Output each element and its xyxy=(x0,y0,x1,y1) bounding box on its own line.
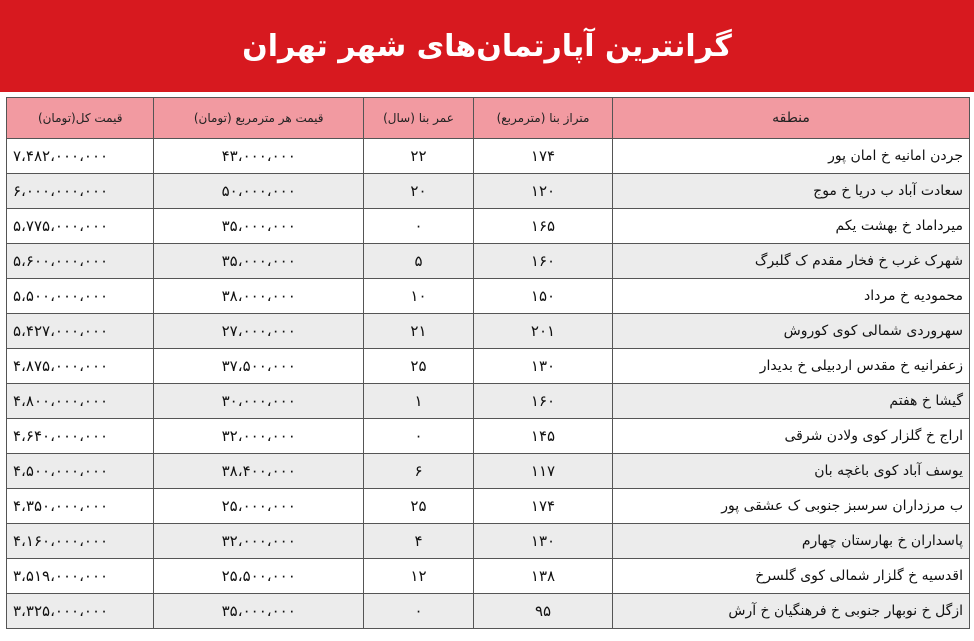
table-row xyxy=(7,559,970,594)
cell-area: ۱۳۰ xyxy=(473,349,612,384)
header-row xyxy=(7,98,970,139)
cell-age: ۴ xyxy=(364,524,474,559)
table-row xyxy=(7,209,970,244)
cell-age: ۱ xyxy=(364,384,474,419)
table-row xyxy=(7,244,970,279)
cell-total-price: ۵،۵۰۰،۰۰۰،۰۰۰ xyxy=(7,279,154,314)
cell-region: محمودیه خ مرداد xyxy=(613,279,970,314)
cell-total-price: ۵،۷۷۵،۰۰۰،۰۰۰ xyxy=(7,209,154,244)
header-age: عمر بنا (سال) xyxy=(364,98,474,139)
header-total-price: قیمت کل(تومان) xyxy=(7,98,154,139)
cell-age: ۲۵ xyxy=(364,349,474,384)
cell-region: پاسداران خ بهارستان چهارم xyxy=(613,524,970,559)
cell-age: ۰ xyxy=(364,419,474,454)
cell-price-per-m2: ۳۰،۰۰۰،۰۰۰ xyxy=(154,384,364,419)
cell-age: ۶ xyxy=(364,454,474,489)
cell-area: ۱۲۰ xyxy=(473,174,612,209)
cell-total-price: ۴،۶۴۰،۰۰۰،۰۰۰ xyxy=(7,419,154,454)
cell-price-per-m2: ۳۵،۰۰۰،۰۰۰ xyxy=(154,209,364,244)
table-row xyxy=(7,139,970,174)
cell-age: ۰ xyxy=(364,209,474,244)
cell-region: سهروردی شمالی کوی کوروش xyxy=(613,314,970,349)
cell-price-per-m2: ۳۲،۰۰۰،۰۰۰ xyxy=(154,524,364,559)
header-region: منطقه xyxy=(613,98,970,139)
cell-total-price: ۴،۳۵۰،۰۰۰،۰۰۰ xyxy=(7,489,154,524)
cell-region: میرداماد خ بهشت یکم xyxy=(613,209,970,244)
table-row xyxy=(7,349,970,384)
cell-area: ۱۶۵ xyxy=(473,209,612,244)
cell-area: ۱۳۸ xyxy=(473,559,612,594)
cell-area: ۱۷۴ xyxy=(473,139,612,174)
table-row xyxy=(7,384,970,419)
cell-price-per-m2: ۳۵،۰۰۰،۰۰۰ xyxy=(154,594,364,629)
cell-area: ۱۳۰ xyxy=(473,524,612,559)
page-title: گرانترین آپارتمان‌های شهر تهران xyxy=(242,28,732,64)
cell-price-per-m2: ۳۵،۰۰۰،۰۰۰ xyxy=(154,244,364,279)
cell-total-price: ۵،۶۰۰،۰۰۰،۰۰۰ xyxy=(7,244,154,279)
table-row xyxy=(7,419,970,454)
cell-price-per-m2: ۳۸،۰۰۰،۰۰۰ xyxy=(154,279,364,314)
cell-age: ۱۲ xyxy=(364,559,474,594)
cell-total-price: ۴،۱۶۰،۰۰۰،۰۰۰ xyxy=(7,524,154,559)
cell-area: ۱۵۰ xyxy=(473,279,612,314)
cell-region: گیشا خ هفتم xyxy=(613,384,970,419)
table-header xyxy=(7,98,970,139)
cell-total-price: ۳،۳۲۵،۰۰۰،۰۰۰ xyxy=(7,594,154,629)
cell-age: ۵ xyxy=(364,244,474,279)
cell-region: اراج خ گلزار کوی ولادن شرقی xyxy=(613,419,970,454)
cell-age: ۱۰ xyxy=(364,279,474,314)
cell-price-per-m2: ۲۷،۰۰۰،۰۰۰ xyxy=(154,314,364,349)
cell-price-per-m2: ۲۵،۵۰۰،۰۰۰ xyxy=(154,559,364,594)
cell-age: ۲۲ xyxy=(364,139,474,174)
cell-age: ۰ xyxy=(364,594,474,629)
cell-price-per-m2: ۵۰،۰۰۰،۰۰۰ xyxy=(154,174,364,209)
cell-region: ب مرزداران سرسبز جنوبی ک عشقی پور xyxy=(613,489,970,524)
cell-area: ۱۱۷ xyxy=(473,454,612,489)
table-row xyxy=(7,174,970,209)
cell-total-price: ۴،۸۰۰،۰۰۰،۰۰۰ xyxy=(7,384,154,419)
cell-age: ۲۵ xyxy=(364,489,474,524)
cell-total-price: ۴،۵۰۰،۰۰۰،۰۰۰ xyxy=(7,454,154,489)
cell-region: جردن امانیه خ امان پور xyxy=(613,139,970,174)
cell-price-per-m2: ۴۳،۰۰۰،۰۰۰ xyxy=(154,139,364,174)
cell-age: ۲۰ xyxy=(364,174,474,209)
cell-total-price: ۳،۵۱۹،۰۰۰،۰۰۰ xyxy=(7,559,154,594)
table-row xyxy=(7,279,970,314)
header-price-per-m2: قیمت هر مترمربع (تومان) xyxy=(154,98,364,139)
table-row xyxy=(7,524,970,559)
cell-area: ۱۶۰ xyxy=(473,384,612,419)
title-bar xyxy=(0,0,974,92)
cell-area: ۱۴۵ xyxy=(473,419,612,454)
table-row xyxy=(7,454,970,489)
cell-age: ۲۱ xyxy=(364,314,474,349)
cell-total-price: ۶،۰۰۰،۰۰۰،۰۰۰ xyxy=(7,174,154,209)
cell-price-per-m2: ۳۸،۴۰۰،۰۰۰ xyxy=(154,454,364,489)
cell-area: ۱۷۴ xyxy=(473,489,612,524)
cell-total-price: ۵،۴۲۷،۰۰۰،۰۰۰ xyxy=(7,314,154,349)
cell-area: ۲۰۱ xyxy=(473,314,612,349)
cell-area: ۱۶۰ xyxy=(473,244,612,279)
cell-region: زعفرانیه خ مقدس اردبیلی خ بدیدار xyxy=(613,349,970,384)
cell-area: ۹۵ xyxy=(473,594,612,629)
cell-price-per-m2: ۲۵،۰۰۰،۰۰۰ xyxy=(154,489,364,524)
table-row xyxy=(7,594,970,629)
cell-region: سعادت آباد ب دریا خ موج xyxy=(613,174,970,209)
table-body xyxy=(7,139,970,629)
cell-price-per-m2: ۳۷،۵۰۰،۰۰۰ xyxy=(154,349,364,384)
header-area: متراز بنا (مترمربع) xyxy=(473,98,612,139)
price-table xyxy=(6,97,970,629)
cell-region: یوسف آباد کوی باغچه بان xyxy=(613,454,970,489)
cell-region: اقدسیه خ گلزار شمالی کوی گلسرخ xyxy=(613,559,970,594)
table-row xyxy=(7,314,970,349)
cell-total-price: ۴،۸۷۵،۰۰۰،۰۰۰ xyxy=(7,349,154,384)
cell-price-per-m2: ۳۲،۰۰۰،۰۰۰ xyxy=(154,419,364,454)
cell-total-price: ۷،۴۸۲،۰۰۰،۰۰۰ xyxy=(7,139,154,174)
cell-region: شهرک غرب خ فخار مقدم ک گلبرگ xyxy=(613,244,970,279)
table-row xyxy=(7,489,970,524)
cell-region: ازگل خ نوبهار جنوبی خ فرهنگیان خ آرش xyxy=(613,594,970,629)
